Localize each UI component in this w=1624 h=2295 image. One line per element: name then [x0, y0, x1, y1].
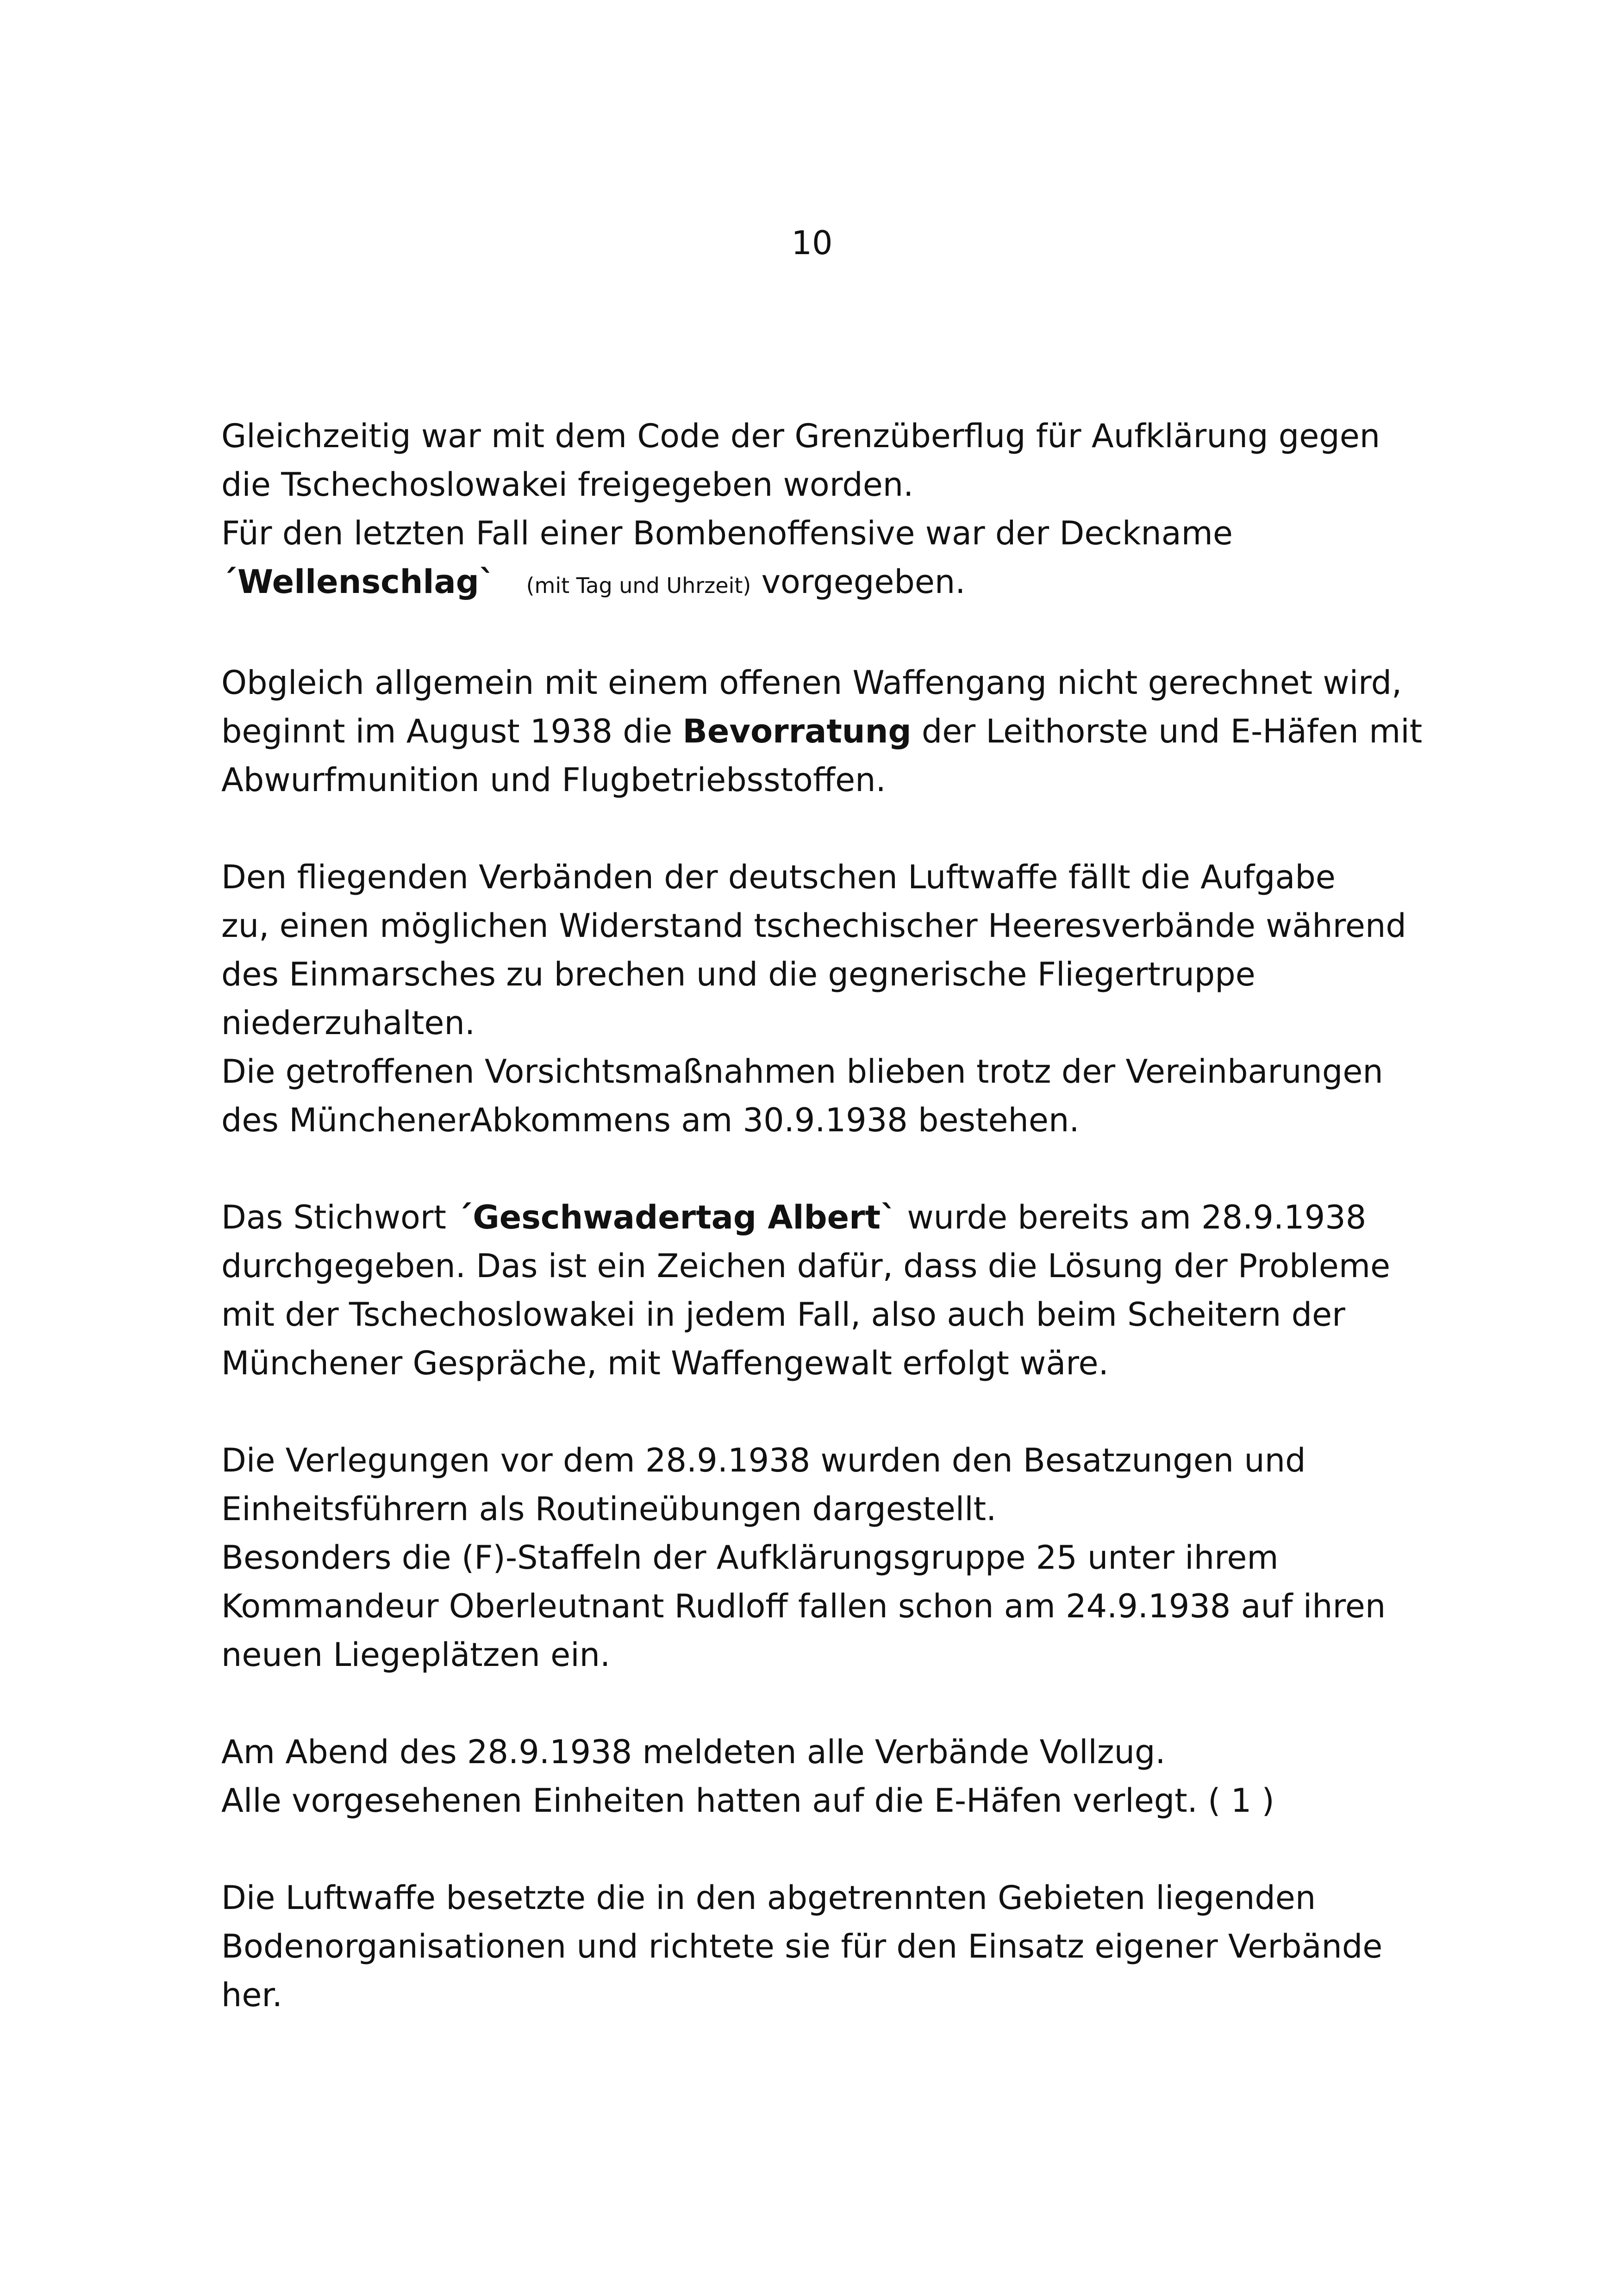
paragraph-4 — [221, 1193, 1471, 1388]
text-line: Die Verlegungen vor dem 28.9.1938 wurden den Besatzungen und — [221, 1441, 1306, 1479]
text-line: Alle vorgesehenen Einheiten hatten auf die E-Häfen verlegt. ( 1 ) — [221, 1782, 1274, 1820]
text-line: Für den letzten Fall einer Bombenoffensive war der Deckname — [221, 514, 1233, 552]
text-fragment: Das Stichwort — [221, 1198, 457, 1236]
text-line: Besonders die (F)-Staffeln der Aufklärungsgruppe 25 unter ihrem — [221, 1539, 1279, 1577]
text-line — [221, 558, 1471, 610]
paragraph-2 — [221, 659, 1471, 804]
paragraph-7 — [221, 1874, 1471, 2020]
text-line: zu, einen möglichen Widerstand tschechischer Heeresverbände während — [221, 907, 1406, 945]
bold-term-bevorratung: Bevorratung — [682, 712, 912, 750]
text-line: Bodenorganisationen und richtete sie für den Einsatz eigener Verbände — [221, 1927, 1383, 1965]
text-line: Kommandeur Oberleutnant Rudloff fallen schon am 24.9.1938 auf ihren — [221, 1587, 1386, 1625]
text-fragment: wurde bereits am 28.9.1938 — [897, 1198, 1367, 1236]
text-line: Obgleich allgemein mit einem offenen Waffengang nicht gerechnet wird, — [221, 664, 1402, 702]
page-number: 10 — [791, 224, 833, 262]
body-text — [221, 412, 1471, 2068]
text-line: niederzuhalten. — [221, 1004, 475, 1042]
text-line: des MünchenerAbkommens am 30.9.1938 bestehen. — [221, 1101, 1080, 1139]
paragraph-3 — [221, 853, 1471, 1145]
text-fragment: der Leithorste und E-Häfen mit — [911, 712, 1423, 750]
text-line: neuen Liegeplätzen ein. — [221, 1636, 611, 1674]
parenthetical-note: (mit Tag und Uhrzeit) — [526, 573, 751, 598]
text-line: Am Abend des 28.9.1938 meldeten alle Verbände Vollzug. — [221, 1733, 1166, 1771]
text-line: mit der Tschechoslowakei in jedem Fall, also auch beim Scheitern der — [221, 1296, 1345, 1334]
text-line: des Einmarsches zu brechen und die gegnerische Fliegertruppe — [221, 955, 1255, 993]
text-line — [221, 707, 1471, 756]
paragraph-5 — [221, 1436, 1471, 1679]
text-line: die Tschechoslowakei freigegeben worden. — [221, 466, 914, 504]
text-line: Die getroffenen Vorsichtsmaßnahmen blieben trotz der Vereinbarungen — [221, 1053, 1383, 1091]
codename-wellenschlag: ´Wellenschlag` — [221, 563, 495, 601]
text-line: Die Luftwaffe besetzte die in den abgetrennten Gebieten liegenden — [221, 1879, 1316, 1917]
codename-geschwadertag-albert: ´Geschwadertag Albert` — [456, 1198, 897, 1236]
paragraph-6 — [221, 1728, 1471, 1825]
text-line: Münchener Gespräche, mit Waffengewalt erfolgt wäre. — [221, 1344, 1109, 1382]
paragraph-1 — [221, 412, 1471, 610]
text-fragment: vorgegeben. — [761, 563, 966, 601]
text-line: Gleichzeitig war mit dem Code der Grenzüberflug für Aufklärung gegen — [221, 417, 1380, 455]
text-line: durchgegeben. Das ist ein Zeichen dafür, dass die Lösung der Probleme — [221, 1247, 1391, 1285]
text-fragment: beginnt im August 1938 die — [221, 712, 683, 750]
text-line — [221, 1193, 1471, 1242]
text-line: Den fliegenden Verbänden der deutschen Luftwaffe fällt die Aufgabe — [221, 858, 1336, 896]
text-line: Einheitsführern als Routineübungen dargestellt. — [221, 1490, 997, 1528]
text-line: Abwurfmunition und Flugbetriebsstoffen. — [221, 761, 886, 799]
text-line: her. — [221, 1976, 283, 2014]
